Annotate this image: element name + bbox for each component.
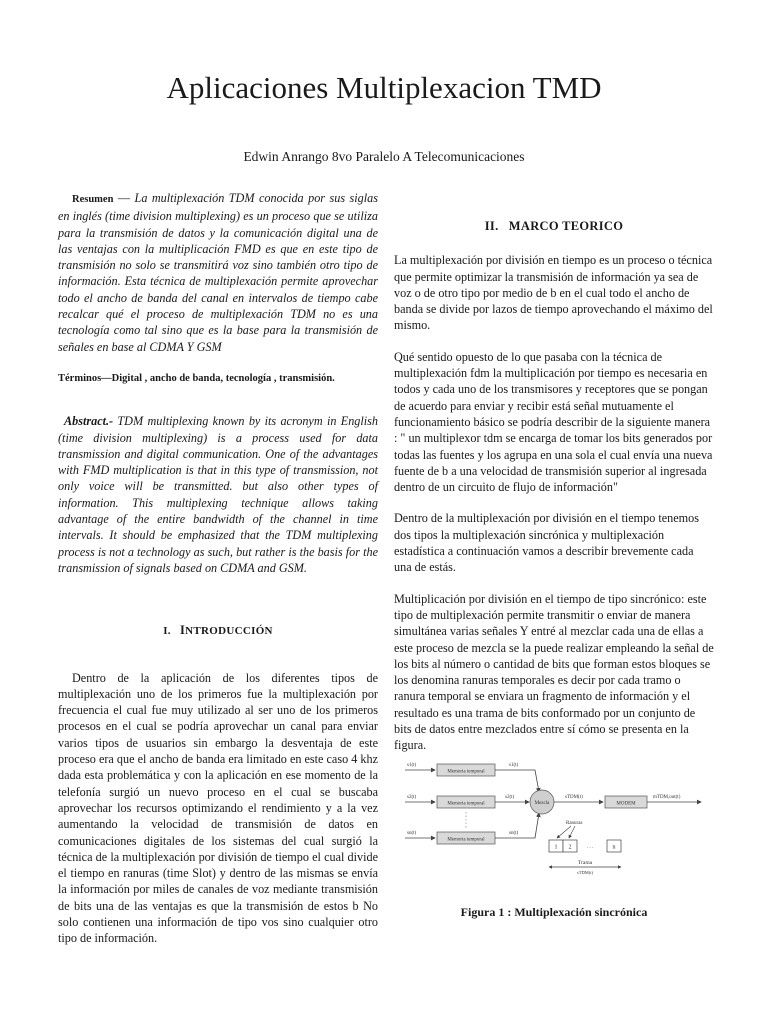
resumen-paragraph xyxy=(58,190,378,355)
ranuras-label: Ranuras xyxy=(566,821,583,826)
left-column xyxy=(58,190,378,947)
resumen-text: La multiplexación TDM conocida por sus siglas en inglés (time division multiplexing) es un proceso que se utiliza para la transmisión de datos y la comunicación digital una de las ventajas con la multiplicación FMD es que en este tipo de transmisión no solo se transmitirá voz sino también otro tipo de información. Esta técnica de multiplexación permite aprovechar todo el ancho de banda del canal en intervalos de tiempo cabe recalcar qué el proceso de multiplexación TDM no es una tecnología como tal sino que es la base para la transmisión de señales en base al CDMA Y GSM xyxy=(58,191,378,354)
modem-label: MODEM xyxy=(616,801,636,807)
marco-paragraph-2: Qué sentido opuesto de lo que pasaba con la técnica de multiplexación fdm la multiplicación por tiempo es necesaria en todos y cada uno de los transmisores y receptores que se pongan de acuerdo para enviar y recibir está señal mutuamente el funcionamiento básico se podría describir de la siguiente manera : " un multiplexor tdm se encarga de tomar los bits generados por todas las fuentes y los agrupa en una sola el cual envía una nueva fuente de b a una velocidad de transmisión superior al ingresada dentro de un circuito de flujo de información" xyxy=(394,349,713,495)
ranuras-arrow-1 xyxy=(557,826,571,838)
memory-box-2-label: Memoria temporal xyxy=(447,801,485,807)
trama-label: Trama xyxy=(577,860,593,866)
section-heading-marco-teorico: II. MARCO TEORICO xyxy=(484,219,624,233)
index-terms: Términos—Digital , ancho de banda, tecnología , transmisión. xyxy=(58,372,335,384)
intro-paragraph: Dentro de la aplicación de los diferentes tipos de multiplexación uno de los primeros fue la multiplexación por frecuencia el cual fue muy utilizado al ser uno de los primeros procesos en el cual se podría aprovechar un canal para enviar varios tipos de usuarios sin embargo la desventaja de este proceso era que el ancho de banda era limitado en este caso 4 khz dada esta problemática y con la aplicación en ese momento de la telefonía surgió un nuevo proceso en el cual se buscaba aprovechar los recursos optimizando el rendimiento y a la vez aumentando la velocidad de transmisión de datos en comunicaciones digitales de los sistemas del cual surgió la técnica de la multiplexación por división de tiempo el cual divide el tiempo en ranuras (time Slot) y dentro de las mismas se envía la información por miles de canales de voz mediante transmisión de bits una de las ventajas es que la transmisión de estos b No solo contienen una información de tipo vos sino cualquier otro tipo de información. xyxy=(58,670,378,946)
trama-sub-label: sTDM(t) xyxy=(577,870,593,875)
slot-1-label: 1 xyxy=(554,844,558,851)
ranuras-arrow-2 xyxy=(569,826,575,838)
intro-rest: NTRODUCCIÓN xyxy=(185,625,273,638)
slot-2-label: 2 xyxy=(568,844,572,851)
mixer-label: Mezcla xyxy=(534,801,550,806)
tdm-diagram-svg xyxy=(405,758,705,883)
modem-output-label: mTDM,out(t) xyxy=(653,795,681,800)
mid-label-1: s1(t) xyxy=(509,763,519,768)
slot-n-label: n xyxy=(612,844,616,851)
arrow-mem1-mixer xyxy=(495,770,539,792)
input-label-1: s1(t) xyxy=(407,763,417,768)
input-label-2: s2(t) xyxy=(407,795,417,800)
figure-caption: Figura 1 : Multiplexación sincrónica xyxy=(460,905,648,919)
right-column xyxy=(394,190,714,769)
paper-title: Aplicaciones Multiplexacion TMD xyxy=(166,70,602,105)
resumen-dash: — xyxy=(113,191,135,205)
resumen-label: Resumen xyxy=(72,194,114,205)
abstract-english xyxy=(58,413,378,576)
memory-box-n-label: Memoria temporal xyxy=(447,837,485,843)
mid-label-n: sn(t) xyxy=(509,831,519,836)
authors: Edwin Anrango 8vo Paralelo A Telecomunicaciones xyxy=(243,149,525,164)
abstract-english-label: Abstract.- xyxy=(64,414,114,429)
mid-label-2: s2(t) xyxy=(505,795,515,800)
intro-number: I. xyxy=(163,625,171,638)
tdm-signal-label: sTDM(t) xyxy=(565,795,583,800)
section-heading-introduccion xyxy=(58,622,378,639)
input-label-n: sn(t) xyxy=(407,831,417,836)
marco-paragraph-3: Dentro de la multiplexación por división en el tiempo tenemos dos tipos la multiplexación sincrónica y multiplexación estadística a continuación vamos a describir brevemente cada una de estás. xyxy=(394,511,699,575)
intro-first-letter: I xyxy=(179,623,186,638)
marco-paragraph-4: Multiplicación por división en el tiempo de tipo sincrónico: este tipo de multiplexación permite transmitir o enviar de manera simultánea varias señales Y entré al mezclar cada una de ellas a este proceso de mezcla se la puede realizar empleando la señal de los bits al número o cantidad de bits que forman estos bloques se los denomina ranuras temporales es decir por cada tramo o ranura temporal se enviara un fragmento de información y el resultado es una trama de bits conformado por un conjunto de bits de datos entre mezclados entre sí cómo se presenta en la figura. xyxy=(394,591,714,753)
abstract-english-text: TDM multiplexing known by its acronym in English (time division multiplexing) is a process used for data transmission and digital communication. One of the advantages with FMD multiplication is that in this type of transmission, not only voice will be transmitted. but also other types of information. This multiplexing technique allows taking advantage of the entire bandwidth of the channel in time intervals. It should be emphasized that the TDM multiplexing process is not a technology as such, but rather is the basis for the transmission of signals based on CDMA and GSM. xyxy=(58,414,378,575)
slot-ellipsis: . . . xyxy=(587,845,594,850)
memory-box-1-label: Memoria temporal xyxy=(447,769,485,775)
figure-tdm-diagram xyxy=(405,758,705,883)
marco-paragraph-1: La multiplexación por división en tiempo es un proceso o técnica que permite optimizar la transmisión de información ya sea de voz o de otro tipo por medio de b en el cual todo el ancho de banda se divide por lazos de tiempo aprovechando el máximo del mismo. xyxy=(394,253,713,333)
